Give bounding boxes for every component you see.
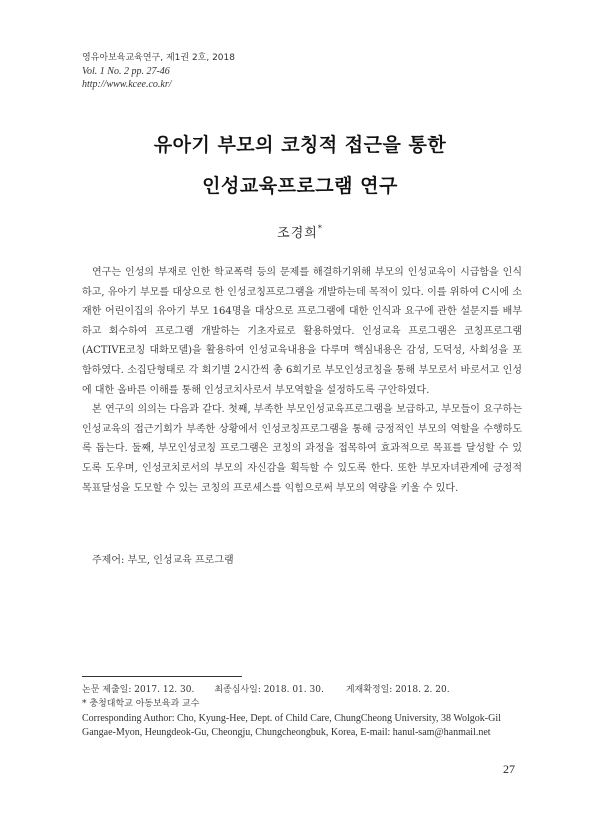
accepted-date: 게재확정일: 2018. 2. 20. xyxy=(345,685,450,695)
author-line xyxy=(0,222,600,241)
submission-dates xyxy=(82,684,522,697)
reviewed-date: 최종심사일: 2018. 01. 30. xyxy=(214,685,324,695)
journal-name-volume: 영유아보육교육연구, 제1권 2호, 2018 xyxy=(82,53,235,63)
author-footnote-mark: * xyxy=(317,224,323,233)
keywords: 주제어: 부모, 인성교육 프로그램 xyxy=(92,555,234,566)
paper-title-line-1: 유아기 부모의 코칭적 접근을 통한 xyxy=(153,134,447,156)
author-affiliation: * 충청대학교 아동보육과 교수 xyxy=(82,699,200,709)
journal-url[interactable]: http://www.kcee.co.kr/ xyxy=(82,79,172,90)
abstract-paragraph-1: 연구는 인성의 부재로 인한 학교폭력 등의 문제를 해결하기위해 부모의 인성교육이 시급함을 인식하고, 유아기 부모를 대상으로 한 인성코칭프로그램을 개발하는데 목적이 있다. 이를 위하여 C시에 소재한 어린이집의 유아기 부모 164명을 대상으로 프로그램에 대한 인식과 요구에 관한 설문지를 배부하고 회수하여 프로그램 개발하는 기초자료로 활용하였다. 인성교육 프로그램은 코칭프로그램(ACTIVE코칭 대화모델)을 활용하여 인성교육내용을 다루며 핵심내용은 감성, 도덕성, 사회성을 포함하였다. 소집단형태로 각 회기별 2시간씩 총 6회기로 부모인성코칭을 통해 부모로서 바로서고 인성에 대한 올바른 이해를 통해 인성코치사로서 부모역할을 설정하도록 구안하였다. xyxy=(82,267,522,396)
journal-volume-pages: Vol. 1 No. 2 pp. 27-46 xyxy=(82,66,170,77)
received-date: 논문 제출일: 2017. 12. 30. xyxy=(82,685,195,695)
abstract-paragraph-2: 본 연구의 의의는 다음과 같다. 첫째, 부족한 부모인성교육프로그램을 보급하고, 부모들이 요구하는 인성교육의 접근기회가 부족한 상황에서 인성코칭프로그램을 통해 긍정적인 부모의 역할을 수행하도록 돕는다. 둘째, 부모인성코칭 프로그램은 코칭의 과정을 접목하여 효과적으로 목표를 달성할 수 있도록 도우며, 인성코치로서의 부모의 자신감을 획득할 수 있도록 한다. 또한 부모자녀관계에 긍정적 목표달성을 도모할 수 있는 코칭의 프로세스를 익힘으로써 부모의 역량을 키울 수 있다. xyxy=(82,404,522,494)
corresponding-author: Corresponding Author: Cho, Kyung-Hee, Dept. of Child Care, ChungCheong University, 38 Wolgok-Gil Gangae-Myon, Heungdeok-Gu, Cheongju, Chungcheongbuk, Korea, E-mail: hanul-sam@hanmail.net xyxy=(82,713,501,738)
journal-header xyxy=(82,52,235,91)
author-name: 조경희 xyxy=(277,226,318,241)
page-number: 27 xyxy=(503,762,515,776)
footnote-divider xyxy=(82,676,242,677)
paper-title-line-2: 인성교육프로그램 연구 xyxy=(202,175,398,197)
abstract xyxy=(82,263,522,498)
